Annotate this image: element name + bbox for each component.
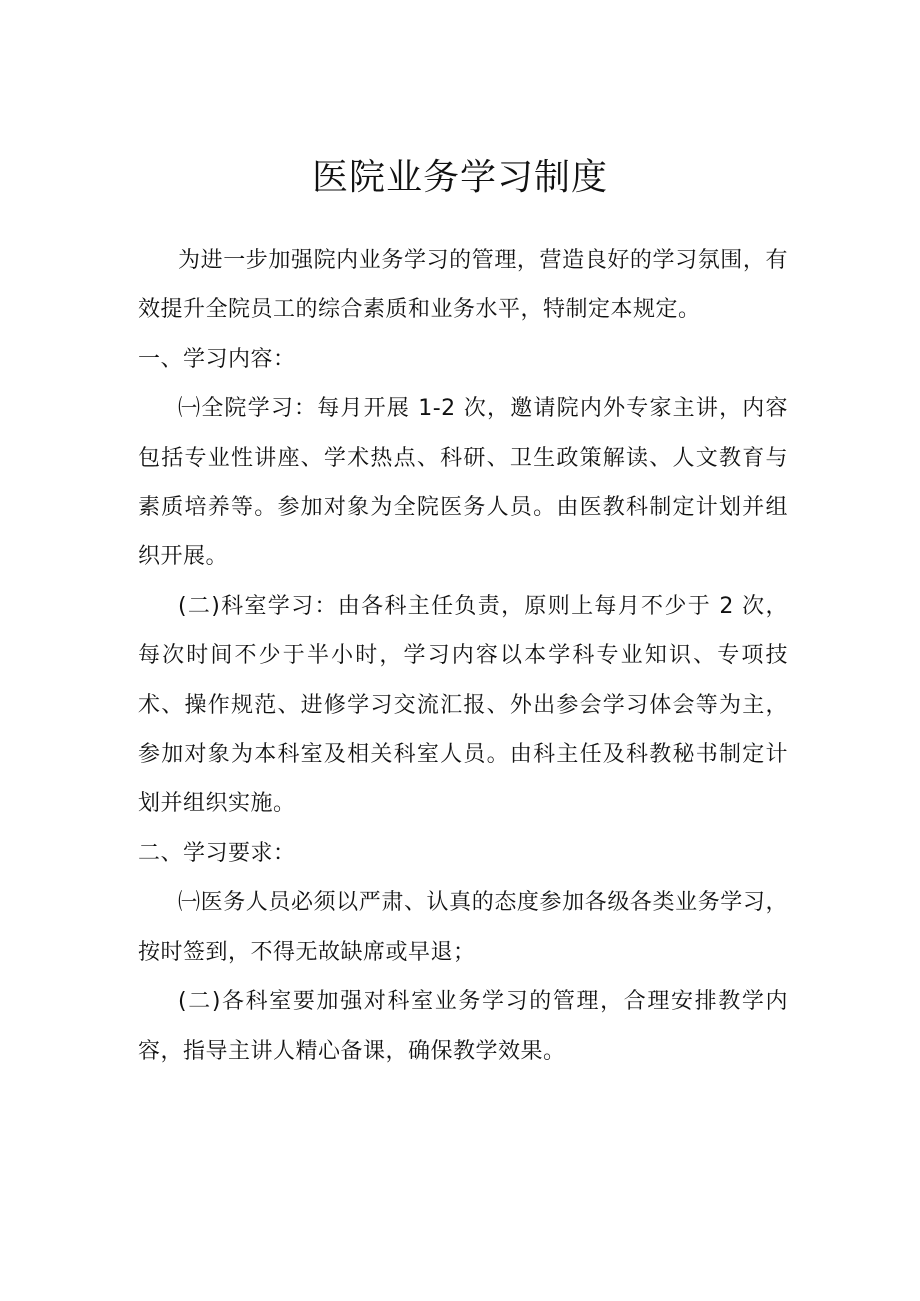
section-1-heading: 一、学习内容： — [138, 346, 296, 372]
section-2-heading: 二、学习要求： — [138, 840, 296, 866]
section-1-item-2: (二)科室学习：由各科主任负责，原则上每月不少于 2 次，每次时间不少于半小时，学习内容以本学科专业知识、专项技术、操作规范、进修学习交流汇报、外出参会学习体会等为主，参加对象为本科室及相关科室人员。由科主任及科教秘书制定计划并组织实施。 — [138, 593, 788, 817]
section-1-item-1: ㈠全院学习：每月开展 1-2 次，邀请院内外专家主讲，内容包括专业性讲座、学术热点、科研、卫生政策解读、人文教育与素质培养等。参加对象为全院医务人员。由医教科制定计划并组织开展。 — [138, 396, 788, 570]
section-2-item-2: (二)各科室要加强对科室业务学习的管理，合理安排教学内容，指导主讲人精心备课，确保教学效果。 — [138, 989, 788, 1064]
section-2-item-1: ㈠医务人员必须以严肃、认真的态度参加各级各类业务学习，按时签到，不得无故缺席或早退； — [138, 890, 788, 965]
intro-paragraph: 为进一步加强院内业务学习的管理，营造良好的学习氛围，有效提升全院员工的综合素质和业务水平，特制定本规定。 — [138, 248, 788, 323]
document-title: 医院业务学习制度 — [311, 157, 608, 199]
document-body — [138, 236, 788, 1076]
